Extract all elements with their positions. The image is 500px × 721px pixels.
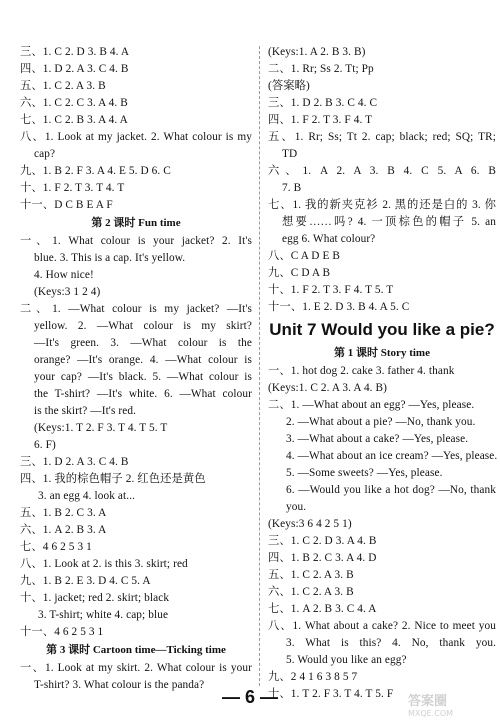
answer-line: 2. —What about a pie? —No, thank you. (286, 416, 476, 428)
answer-line: 三、1. D 2. B 3. C 4. C (268, 97, 378, 109)
answer-line: (Keys:1. C 2. A 3. A 4. B) (268, 382, 388, 394)
answer-line: 五、1. C 2. A 3. B (20, 80, 106, 92)
answer-line: (Keys:3 1 2 4) (34, 286, 101, 298)
watermark-logo (408, 690, 498, 720)
answer-line: 七、1. 我的新夹克衫 2. 黑的还是白的 3. 你 (268, 199, 496, 211)
answer-line: 5. —Some sweets? —Yes, please. (286, 467, 443, 479)
answer-line: 九、C D A B (268, 267, 331, 279)
answer-line: 八、1. What about a cake? 2. Nice to meet you (268, 620, 496, 632)
answer-line: (答案略) (268, 80, 310, 92)
answer-line: yellow. 2. —What colour is my skirt? (34, 320, 252, 332)
answer-line: 十一、D C B E A F (20, 199, 113, 211)
answer-line: cap? (34, 148, 56, 160)
answer-line: 3. an egg 4. look at... (38, 490, 136, 502)
answer-line: 一、1. What colour is your jacket? 2. It's (20, 235, 252, 247)
answer-line: 5. Would you like an egg? (286, 654, 407, 666)
answer-line: 四、1. D 2. A 3. C 4. B (20, 63, 129, 75)
answer-line: 二、1. Rr; Ss 2. Tt; Pp (268, 63, 374, 75)
answer-line: blue. 3. This is a cap. It's yellow. (34, 252, 186, 264)
answer-line: 6. —Would you like a hot dog? —No, thank (286, 484, 496, 496)
answer-line: 五、1. Rr; Ss; Tt 2. cap; black; red; SQ; TR; (268, 131, 496, 143)
answer-line: 十、1. F 2. T 3. T 4. T (20, 182, 125, 194)
answer-line: 十、1. jacket; red 2. skirt; black (20, 592, 170, 604)
answer-line: 一、1. Look at my skirt. 2. What colour is your (20, 662, 252, 674)
watermark-url: MXQE.COM (408, 709, 454, 718)
lesson-heading: 第 2 课时 Fun time (91, 217, 181, 229)
answer-line: 三、1. D 2. A 3. C 4. B (20, 456, 129, 468)
answer-line: 三、1. C 2. D 3. B 4. A (20, 46, 130, 58)
answer-line: 二、1. —What colour is my jacket? —It's (20, 303, 252, 315)
answer-line: 一、1. hot dog 2. cake 3. father 4. thank (268, 365, 455, 377)
answer-line: 3. T-shirt; white 4. cap; blue (38, 609, 169, 621)
page-number: — 6 — (221, 687, 278, 707)
answer-line: you. (286, 501, 307, 513)
answer-line: (Keys:1. A 2. B 3. B) (268, 46, 366, 58)
answer-line: (Keys:3 6 4 2 5 1) (268, 518, 352, 530)
answer-line: 3. —What about a cake? —Yes, please. (286, 433, 469, 445)
column-divider (259, 46, 260, 686)
answer-line: 4. —What about an ice cream? —Yes, please. (286, 450, 498, 462)
answer-line: (Keys:1. T 2. F 3. T 4. T 5. T (34, 422, 168, 434)
answer-line: 十、1. T 2. F 3. T 4. T 5. F (268, 688, 394, 700)
answer-line: 十一、1. E 2. D 3. B 4. A 5. C (268, 301, 410, 313)
answer-line: 九、2 4 1 6 3 8 5 7 (268, 671, 358, 683)
unit-title: Unit 7 Would you like a pie? (269, 320, 495, 339)
answer-line: 十一、4 6 2 5 3 1 (20, 626, 104, 638)
answer-line: 十、1. F 2. T 3. F 4. T 5. T (268, 284, 394, 296)
answer-line: the T-shirt? —It's white. 6. —What colour (34, 388, 252, 400)
answer-line: 七、4 6 2 5 3 1 (20, 541, 92, 553)
lesson-heading: 第 3 课时 Cartoon time—Ticking time (46, 644, 226, 656)
answer-line: 3. What is this? 4. No, thank you. (286, 637, 496, 649)
answer-line: 七、1. C 2. B 3. A 4. A (20, 114, 128, 126)
answer-line: 八、1. Look at 2. is this 3. skirt; red (20, 558, 188, 570)
answer-line: 五、1. B 2. C 3. A (20, 507, 107, 519)
answer-line: TD (282, 148, 298, 160)
answer-line: 6. F) (34, 439, 56, 451)
answer-line: is the skirt? —It's red. (34, 405, 137, 417)
answer-line: 八、1. Look at my jacket. 2. What colour is my (20, 131, 252, 143)
answer-line: orange? —It's orange. 4. —What colour is (34, 354, 252, 366)
answer-line: 六、1. C 2. A 3. B (268, 586, 354, 598)
answer-line: 八、C A D E B (268, 250, 341, 262)
answer-line: 九、1. B 2. F 3. A 4. E 5. D 6. C (20, 165, 171, 177)
answer-line: T-shirt? 3. What colour is the panda? (34, 679, 205, 691)
answer-line: 三、1. C 2. D 3. A 4. B (268, 535, 377, 547)
lesson-heading: 第 1 课时 Story time (334, 347, 430, 359)
right-column (268, 44, 496, 703)
answer-line: 四、1. F 2. T 3. F 4. T (268, 114, 373, 126)
watermark-title: 答案圈 (408, 694, 448, 709)
answer-line: egg 6. What colour? (282, 233, 376, 245)
answer-line: 四、1. B 2. C 3. A 4. D (268, 552, 377, 564)
answer-line: 四、1. 我的棕色帽子 2. 红色还是黄色 (20, 473, 206, 485)
answer-line: 想要……吗? 4. 一顶棕色的帽子 5. an (282, 216, 496, 228)
left-column (20, 44, 252, 694)
answer-line: 七、1. A 2. B 3. C 4. A (268, 603, 377, 615)
answer-line: 六、1. C 2. C 3. A 4. B (20, 97, 128, 109)
answer-line: your cap? —It's black. 5. —What colour is (34, 371, 252, 383)
answer-line: —It's green. 3. —What colour is the (34, 337, 252, 349)
answer-line: 五、1. C 2. A 3. B (268, 569, 354, 581)
answer-line: 4. How nice! (34, 269, 94, 281)
answer-line: 六、1. A 2. B 3. A (20, 524, 107, 536)
answer-line: 九、1. B 2. E 3. D 4. C 5. A (20, 575, 151, 587)
answer-line: 二、1. —What about an egg? —Yes, please. (268, 399, 475, 411)
answer-line: 7. B (282, 182, 302, 194)
answer-line: 六、1. A 2. A 3. B 4. C 5. A 6. B (268, 165, 496, 177)
